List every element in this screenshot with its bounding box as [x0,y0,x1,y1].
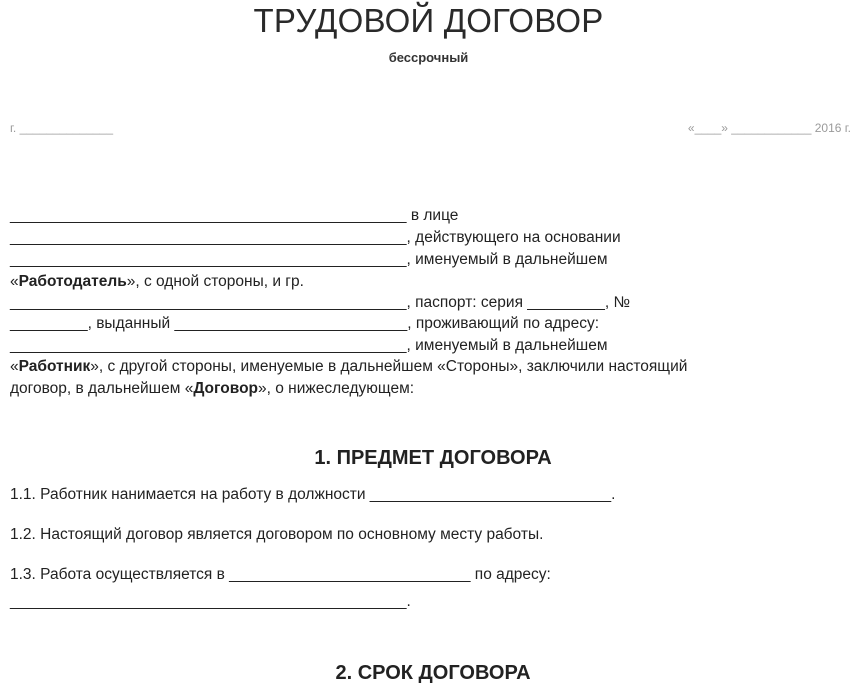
quote-open: « [10,273,19,290]
preamble-line-4 [10,273,304,291]
clause-1-1: 1.1. Работник нанимается на работу в должности ____________________________. [10,486,616,503]
preamble-line-1: ______________________________________________ в лице [10,207,459,224]
employer-term: Работодатель [18,273,127,290]
preamble-line-8-rest: », с другой стороны, именуемые в дальнейшем «Стороны», заключили настоящий [90,358,688,375]
preamble-line-9 [10,380,414,398]
section-1-heading: 1. ПРЕДМЕТ ДОГОВОРА [314,447,552,469]
clause-1-3-continued: ______________________________________________. [10,593,411,610]
preamble-line-7: ______________________________________________, именуемый в дальнейшем [10,337,608,354]
preamble-line-8 [10,358,687,376]
document-subtitle: бессрочный [388,50,469,65]
preamble-line-4-rest: », с одной стороны, и гр. [126,273,304,290]
clause-1-3: 1.3. Работа осуществляется в ____________________________ по адресу: [10,566,551,583]
section-2-heading: 2. СРОК ДОГОВОРА [335,662,531,684]
quote-open: « [10,358,19,375]
contract-term: Договор [193,380,259,397]
date-field: «____» ____________ 2016 г. [687,121,851,135]
preamble-line-2: ______________________________________________, действующего на основании [10,229,621,246]
preamble-line-6: _________, выданный ___________________________, проживающий по адресу: [10,315,600,332]
preamble-line-9-rest: », о нижеследующем: [258,380,415,397]
preamble-line-5: ______________________________________________, паспорт: серия _________, № [10,294,631,311]
clause-1-2: 1.2. Настоящий договор является договором по основному месту работы. [10,526,544,543]
document-title: ТРУДОВОЙ ДОГОВОР [253,2,604,39]
preamble-line-3: ______________________________________________, именуемый в дальнейшем [10,251,608,268]
employee-term: Работник [18,358,91,375]
city-field: г. ______________ [10,121,114,135]
preamble-line-9-pre: договор, в дальнейшем « [10,380,194,397]
